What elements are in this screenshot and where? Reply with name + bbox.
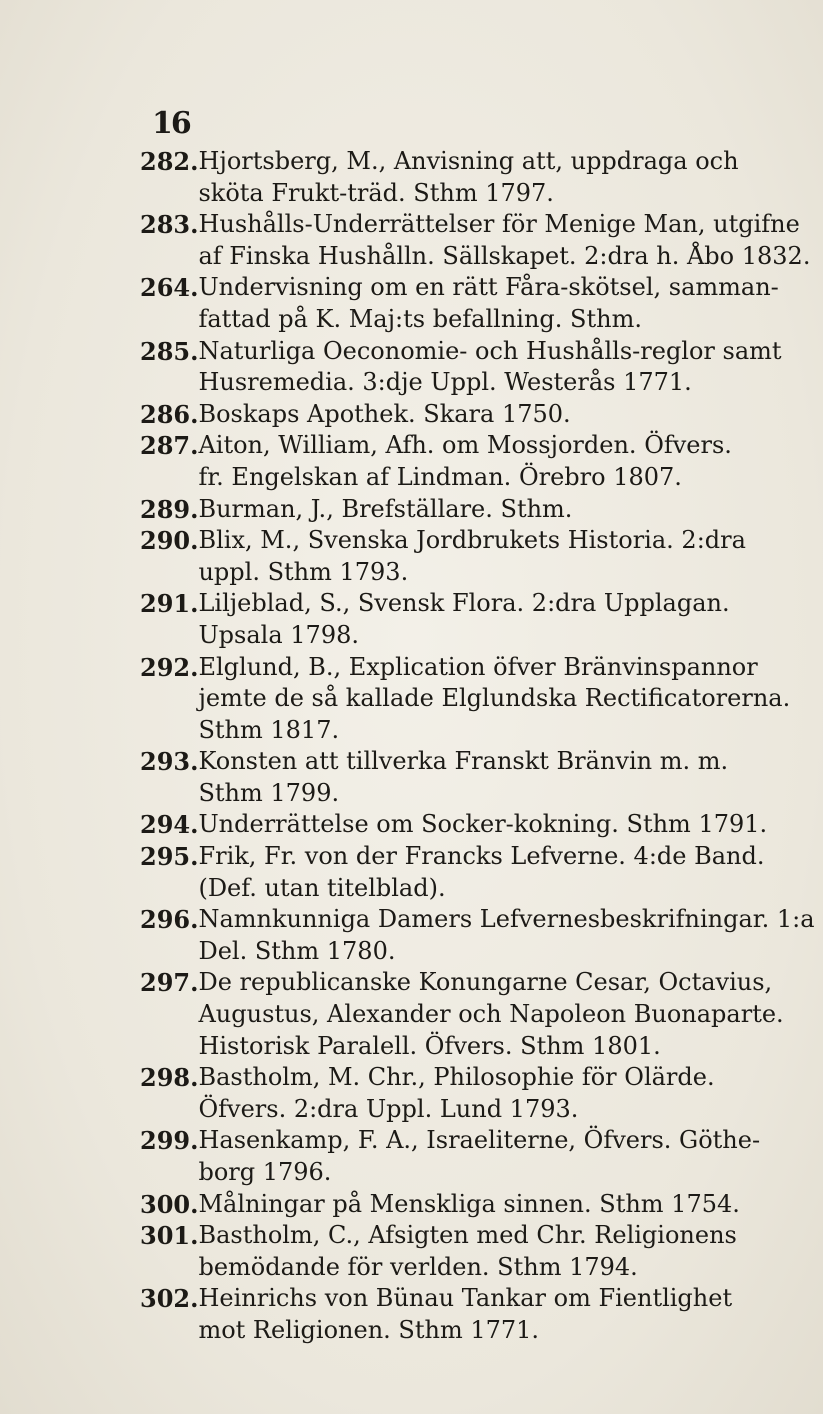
entry-text [198,652,800,747]
entry-text [198,336,800,399]
entry-line: Upsala 1798. [198,620,359,649]
entry-number: 290. [140,526,199,556]
entry-number: 297. [140,968,199,998]
catalog-entry [140,494,800,526]
entry-line: Augustus, Alexander och Napoleon Buonaparte. [198,1000,784,1029]
entry-number: 291. [140,589,199,619]
catalog-entry [140,809,800,841]
entry-line: Öfvers. 2:dra Uppl. Lund 1793. [198,1094,579,1123]
entry-line: De republicanske Konungarne Cesar, Octavius, [198,968,773,997]
entry-text [198,494,800,526]
catalog-entry [140,146,800,209]
catalog-entry [140,1062,800,1125]
entry-text [198,272,800,335]
entry-line: Namnkunniga Damers Lefvernesbeskrifningar. 1:a [198,905,815,934]
entry-line: Boskaps Apothek. Skara 1750. [198,399,571,428]
entry-text [198,146,800,209]
entry-line: Undervisning om en rätt Fåra-skötsel, samman- [198,273,779,302]
entry-line: Aiton, William, Afh. om Mossjorden. Öfvers. [198,431,732,460]
entry-number: 299. [140,1126,199,1156]
entry-number: 295. [140,842,199,872]
entry-text [198,525,800,588]
entry-number: 296. [140,905,199,935]
entry-number: 293. [140,747,199,777]
entry-line: af Finska Hushålln. Sällskapet. 2:dra h. Åbo 1832. [198,241,811,270]
entry-line: Naturliga Oeconomie- och Hushålls-reglor samt [198,336,782,365]
page-number: 16 [152,106,190,141]
entry-line: fattad på K. Maj:ts befallning. Sthm. [198,304,642,333]
entry-text [198,1189,800,1221]
catalog-entry [140,746,800,809]
entry-line: Underrättelse om Socker-kokning. Sthm 1791. [198,810,768,839]
entry-text [198,904,820,967]
catalog-entry [140,1283,800,1346]
catalog-entry [140,1189,800,1221]
entry-line: Del. Sthm 1780. [198,936,396,965]
entry-number: 298. [140,1063,199,1093]
entry-number: 292. [140,652,199,682]
catalog-entry [140,336,800,399]
catalog-entry [140,209,811,272]
entry-line: sköta Frukt-träd. Sthm 1797. [198,178,554,207]
catalog-entry [140,1125,800,1188]
entry-number: 301. [140,1221,199,1251]
catalog-entry [140,841,800,904]
entry-line: Liljeblad, S., Svensk Flora. 2:dra Upplagan. [198,589,730,618]
catalog-entry [140,399,800,431]
entry-line: Husremedia. 3:dje Uppl. Westerås 1771. [198,368,692,397]
entry-text [198,967,800,1062]
entry-number: 294. [140,810,199,840]
entry-number: 286. [140,399,199,429]
entry-line: Konsten att tillverka Franskt Bränvin m. m. [198,747,729,776]
entry-text [198,1125,800,1188]
entry-line: Bastholm, C., Afsigten med Chr. Religionens [198,1221,737,1250]
entry-line: Hjortsberg, M., Anvisning att, uppdraga och [198,147,739,175]
catalog-entry [140,1220,800,1283]
entry-line: Målningar på Menskliga sinnen. Sthm 1754. [198,1189,740,1218]
entry-line: Burman, J., Brefställare. Sthm. [198,494,573,523]
catalog-entry [140,272,800,335]
entry-line: fr. Engelskan af Lindman. Örebro 1807. [198,462,682,491]
entry-text [198,1220,800,1283]
entry-text [198,809,800,841]
entry-line: borg 1796. [198,1158,332,1186]
entry-line: uppl. Sthm 1793. [198,557,409,586]
entry-line: Historisk Paralell. Öfvers. Sthm 1801. [198,1031,661,1060]
entry-number: 302. [140,1284,199,1314]
catalog-entry [140,430,800,493]
entry-line: Blix, M., Svenska Jordbrukets Historia. 2:dra [198,526,746,555]
catalog-entry [140,904,815,967]
entry-line: Hasenkamp, F. A., Israeliterne, Öfvers. Göthe- [198,1126,761,1155]
entry-number: 282. [140,147,199,176]
entry-number: 264. [140,273,199,303]
entry-text [198,746,800,809]
entry-line: Frik, Fr. von der Francks Lefverne. 4:de Band. [198,842,765,871]
entry-line: Sthm 1799. [198,778,340,807]
entry-line: bemödande för verlden. Sthm 1794. [198,1252,638,1281]
catalog-entry [140,525,800,588]
entry-line: Heinrichs von Bünau Tankar om Fientlighet [198,1284,733,1313]
entry-line: Sthm 1817. [198,715,340,744]
entry-line: (Def. utan titelblad). [198,873,446,902]
entry-number: 289. [140,494,199,524]
catalog-entry [140,967,800,1062]
entry-line: jemte de så kallade Elglundska Rectificatorerna. [198,684,791,713]
catalog-entry [140,652,800,747]
entry-text [198,399,800,431]
entry-text [198,1062,800,1125]
catalog-entry [140,588,800,651]
entry-line: mot Religionen. Sthm 1771. [198,1315,540,1344]
entry-text [198,588,800,651]
entry-number: 287. [140,431,199,461]
entry-text [198,1283,800,1346]
entry-number: 283. [140,210,199,240]
entry-number: 285. [140,336,199,366]
entry-number: 300. [140,1189,199,1219]
catalog-list [140,146,815,1347]
entry-line: Hushålls-Underrättelser för Menige Man, utgifne [198,210,800,239]
entry-text [198,430,800,493]
entry-text [198,209,816,272]
entry-text [198,841,800,904]
entry-line: Elglund, B., Explication öfver Bränvinspannor [198,652,758,681]
entry-line: Bastholm, M. Chr., Philosophie för Olärde. [198,1063,715,1092]
